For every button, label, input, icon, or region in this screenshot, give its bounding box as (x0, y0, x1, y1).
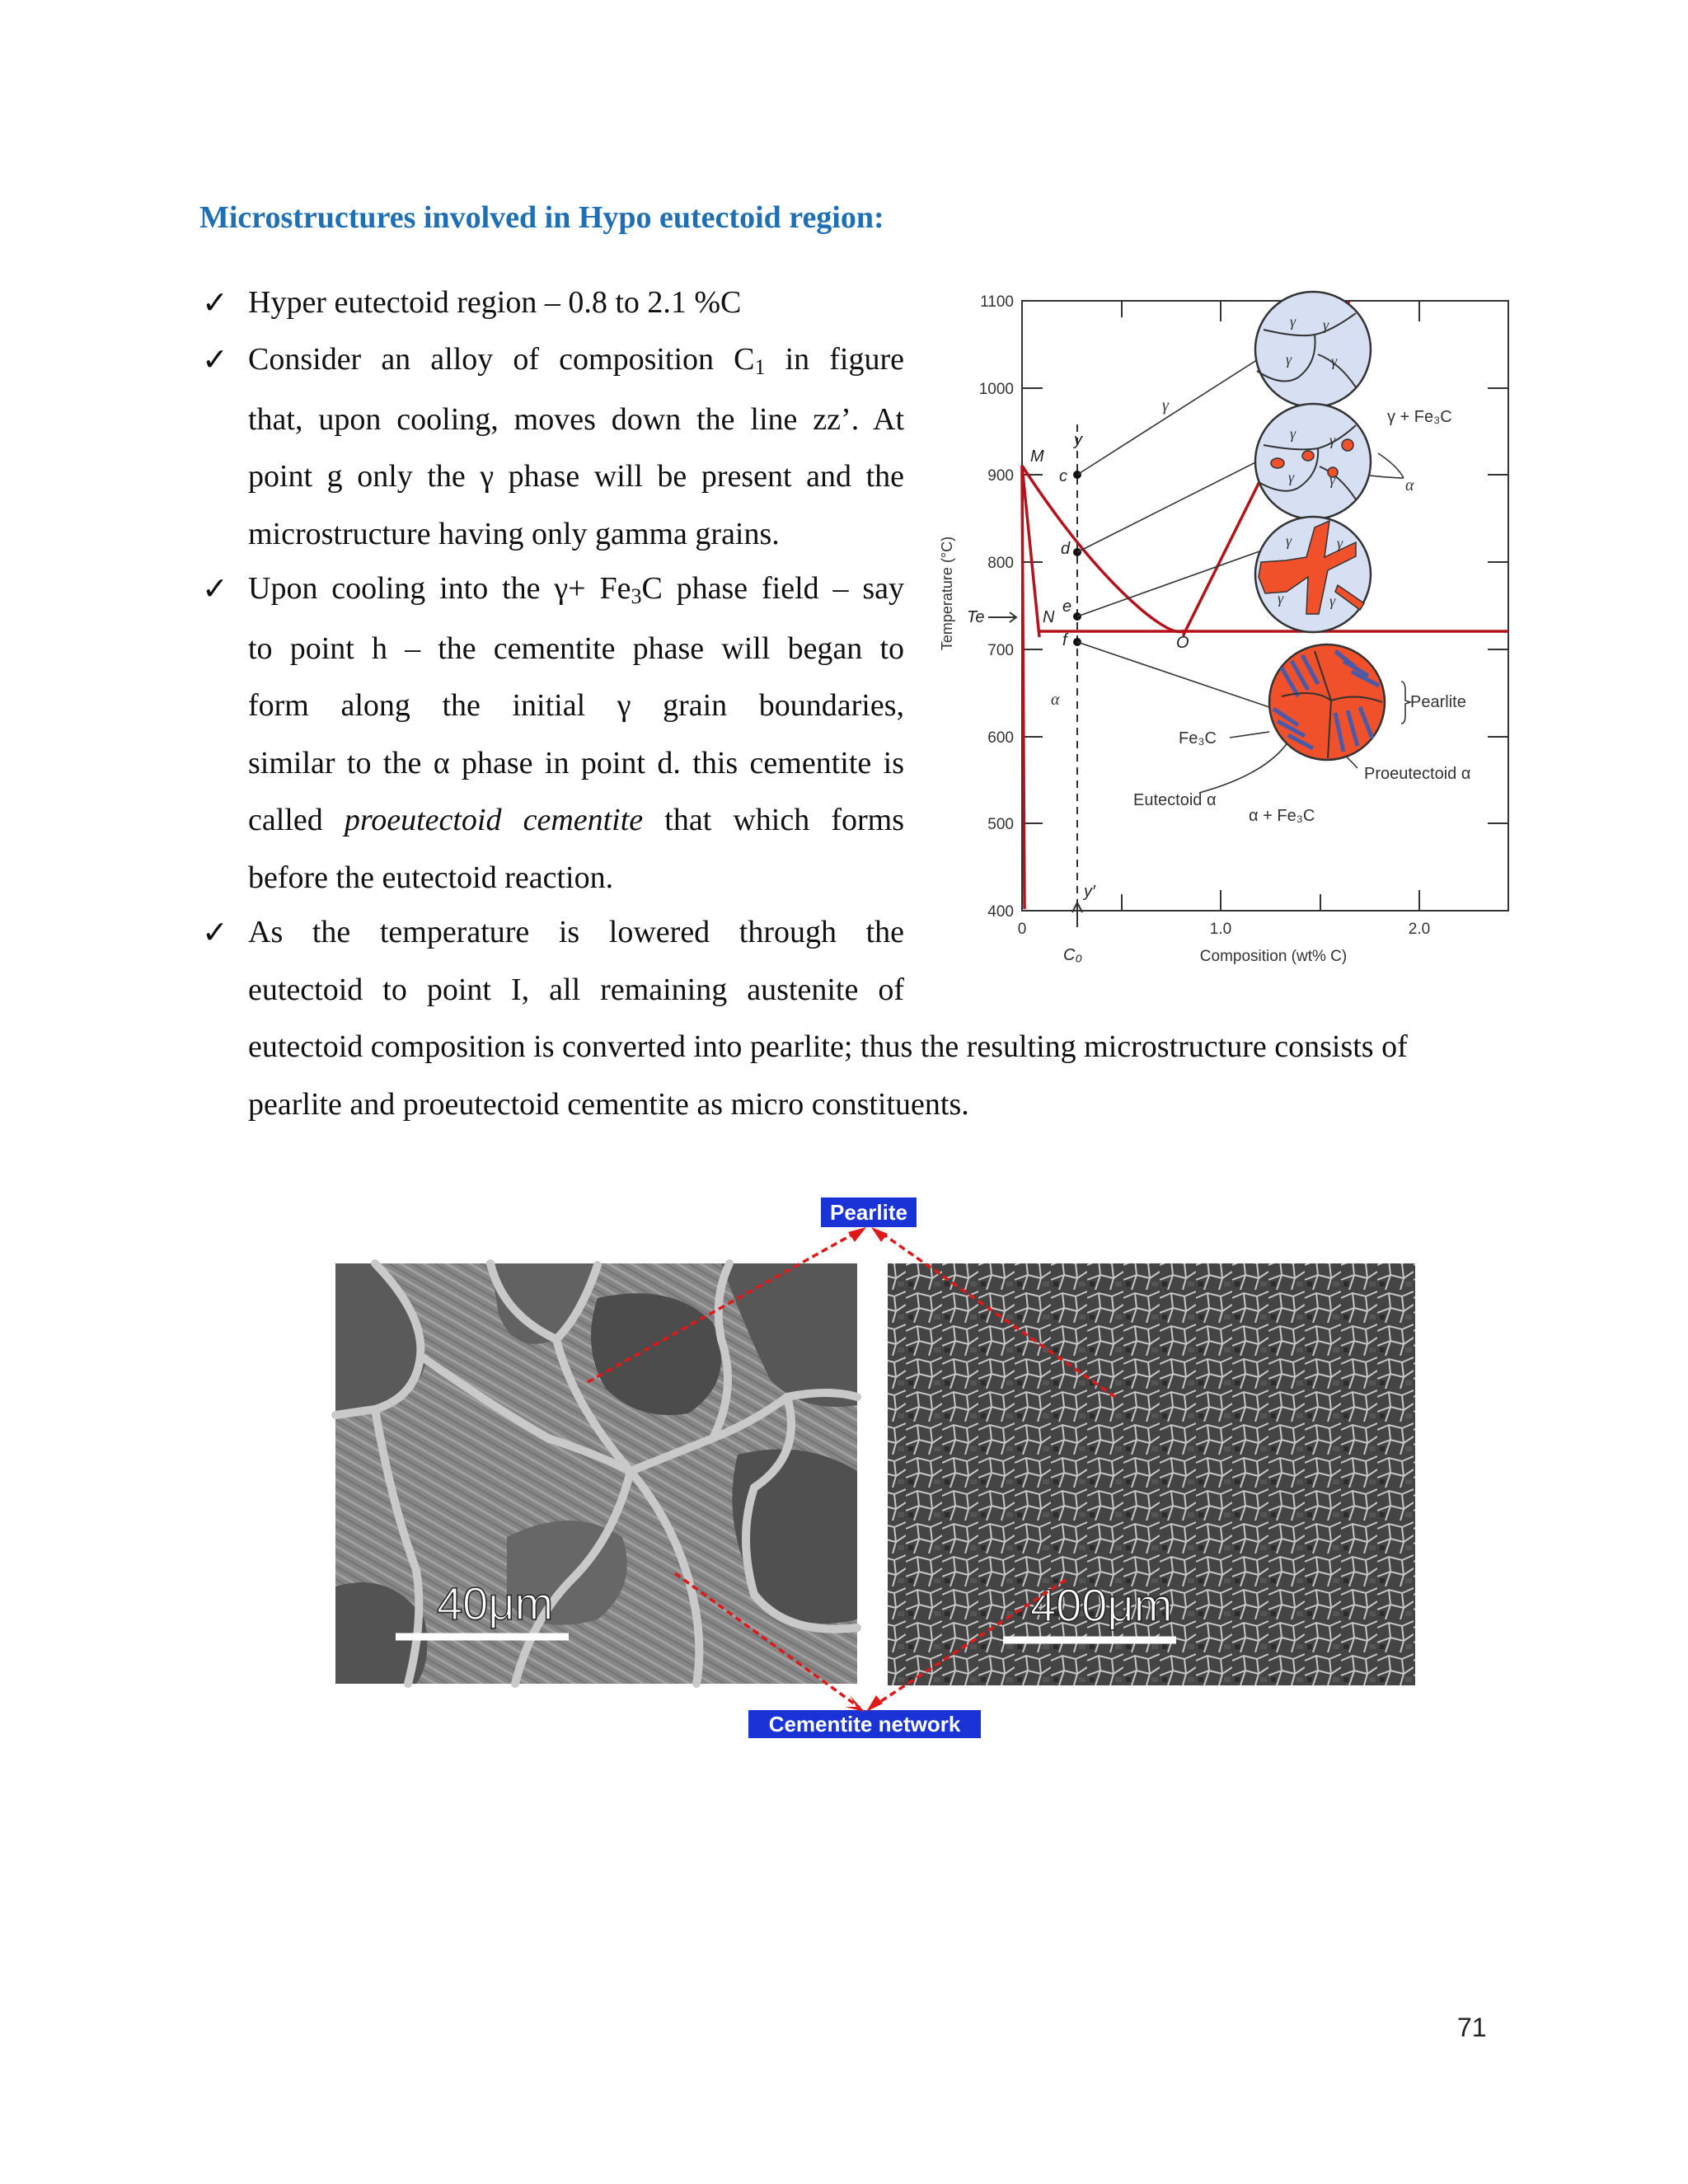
bullet-line (248, 792, 904, 850)
svg-text:γ: γ (1329, 432, 1336, 448)
bullet-line: to point h – the cementite phase will began to (248, 630, 904, 666)
y-tick-label: 800 (987, 555, 1014, 572)
alpha-region-label: α (1051, 691, 1060, 709)
bullet-line: eutectoid composition is converted into pearlite; thus the resulting microstructure consists of (248, 1029, 1408, 1064)
y-tick-label: 600 (987, 729, 1014, 747)
label-Te: Te (967, 608, 985, 626)
bullet-line (248, 560, 904, 621)
svg-text:γ: γ (1286, 532, 1292, 549)
label-c: c (1059, 467, 1067, 485)
x-tick-label: 0 (1017, 921, 1027, 938)
bullet-2 (248, 331, 904, 563)
check-mark-icon: ✓ (202, 570, 228, 607)
grain-circle-2 (1255, 404, 1371, 519)
bullet-text: Consider an alloy of composition C (248, 342, 755, 377)
c0-arrow-icon (1072, 902, 1082, 927)
bullet-text: Upon cooling into the γ+ Fe (248, 571, 631, 606)
label-O: O (1176, 634, 1189, 652)
micrograph-right (888, 1263, 1415, 1685)
bullet-line: As the temperature is lowered through the (248, 915, 904, 949)
alpha-gamma-boundary (1022, 466, 1039, 637)
micrograph-left (335, 1263, 857, 1684)
svg-text:γ: γ (1337, 535, 1343, 551)
bullet-line: similar to the α phase in point d. this cementite is (248, 745, 904, 780)
grain-circle-pearlite (1269, 644, 1385, 760)
y-tick-label: 900 (987, 467, 1014, 485)
svg-text:γ: γ (1278, 590, 1284, 607)
micrograph-figure (326, 1191, 1434, 1743)
gamma-fe3c-region-label: γ + Fe₃C (1387, 408, 1452, 426)
svg-text:γ: γ (1329, 593, 1336, 609)
grain-circle-3 (1255, 517, 1371, 632)
x-tick-label: 1.0 (1209, 921, 1232, 938)
pearlite-label: Pearlite (830, 1200, 907, 1225)
y-tick-label: 1100 (980, 293, 1014, 311)
gamma-region-label: γ (1162, 396, 1169, 415)
x-tick-label: 2.0 (1408, 921, 1431, 938)
bullet-text: C phase field – say (641, 571, 905, 606)
check-mark-icon: ✓ (202, 914, 228, 950)
pearlite-label: Pearlite (1410, 693, 1466, 711)
svg-text:γ: γ (1286, 351, 1292, 368)
scale-label-right: 400μm (1030, 1579, 1173, 1631)
bullet-1 (248, 274, 907, 332)
bullet-line: point g only the γ phase will be present and the (248, 459, 904, 494)
bullet-text: in figure (765, 342, 904, 377)
label-N: N (1043, 608, 1055, 626)
bullet-text: called (248, 803, 345, 837)
grain-circle-1 (1255, 292, 1371, 407)
bullet-line: Hyper eutectoid region – 0.8 to 2.1 %C (248, 285, 742, 320)
y-tick-label: 700 (987, 642, 1014, 659)
alpha-callout-label: α (1405, 476, 1414, 494)
label-d: d (1061, 540, 1071, 558)
svg-text:γ: γ (1329, 471, 1336, 488)
proeutectoid-label: Proeutectoid α (1364, 765, 1471, 783)
cementite-label: Cementite network (768, 1712, 961, 1736)
y-axis-label: Temperature (°C) (939, 536, 955, 651)
bullet-3 (248, 560, 904, 907)
bullet-line: microstructure having only gamma grains. (248, 516, 780, 551)
y-tick-label: 400 (987, 903, 1014, 921)
te-arrow-icon (988, 612, 1016, 622)
alpha-fe3c-region-label: α + Fe₃C (1249, 807, 1315, 825)
bullet-line: that, upon cooling, moves down the line zz’. At (248, 401, 904, 437)
check-mark-icon: ✓ (202, 341, 228, 377)
bullet-line: eutectoid to point I, all remaining austenite of (248, 972, 904, 1007)
label-y: y (1074, 431, 1082, 449)
x-axis-label: Composition (wt% C) (1199, 948, 1348, 965)
bullet-line (248, 331, 904, 391)
bullet-text: that which forms (643, 803, 904, 837)
svg-text:γ: γ (1323, 316, 1329, 333)
label-c0: C₀ (1063, 946, 1082, 964)
label-f: f (1062, 631, 1067, 649)
check-mark-icon: ✓ (202, 284, 228, 321)
page-number: 71 (1457, 2013, 1487, 2042)
scale-label-left: 40μm (437, 1577, 554, 1629)
svg-text:γ: γ (1288, 469, 1295, 485)
bullet-line: pearlite and proeutectoid cementite as micro constituents. (248, 1086, 969, 1122)
subscript: 3 (631, 584, 642, 608)
svg-text:γ: γ (1331, 353, 1338, 369)
svg-text:γ: γ (1290, 313, 1296, 330)
y-tick-label: 1000 (978, 381, 1014, 398)
label-M: M (1030, 448, 1044, 466)
bullet-line: form along the initial γ grain boundaries, (248, 688, 904, 723)
section-heading: Microstructures involved in Hypo eutectoid region: (199, 200, 884, 235)
eutectoid-label: Eutectoid α (1133, 791, 1217, 809)
emphasis-term: proeutectoid cementite (344, 803, 644, 837)
phase-diagram (927, 280, 1537, 977)
svg-text:γ: γ (1290, 425, 1296, 442)
label-y-prime: y′ (1084, 883, 1095, 901)
fe3c-label: Fe₃C (1179, 729, 1217, 748)
subscript: 1 (754, 355, 766, 379)
y-tick-label: 500 (987, 816, 1014, 833)
label-e: e (1062, 598, 1072, 616)
bullet-line: before the eutectoid reaction. (248, 860, 614, 895)
